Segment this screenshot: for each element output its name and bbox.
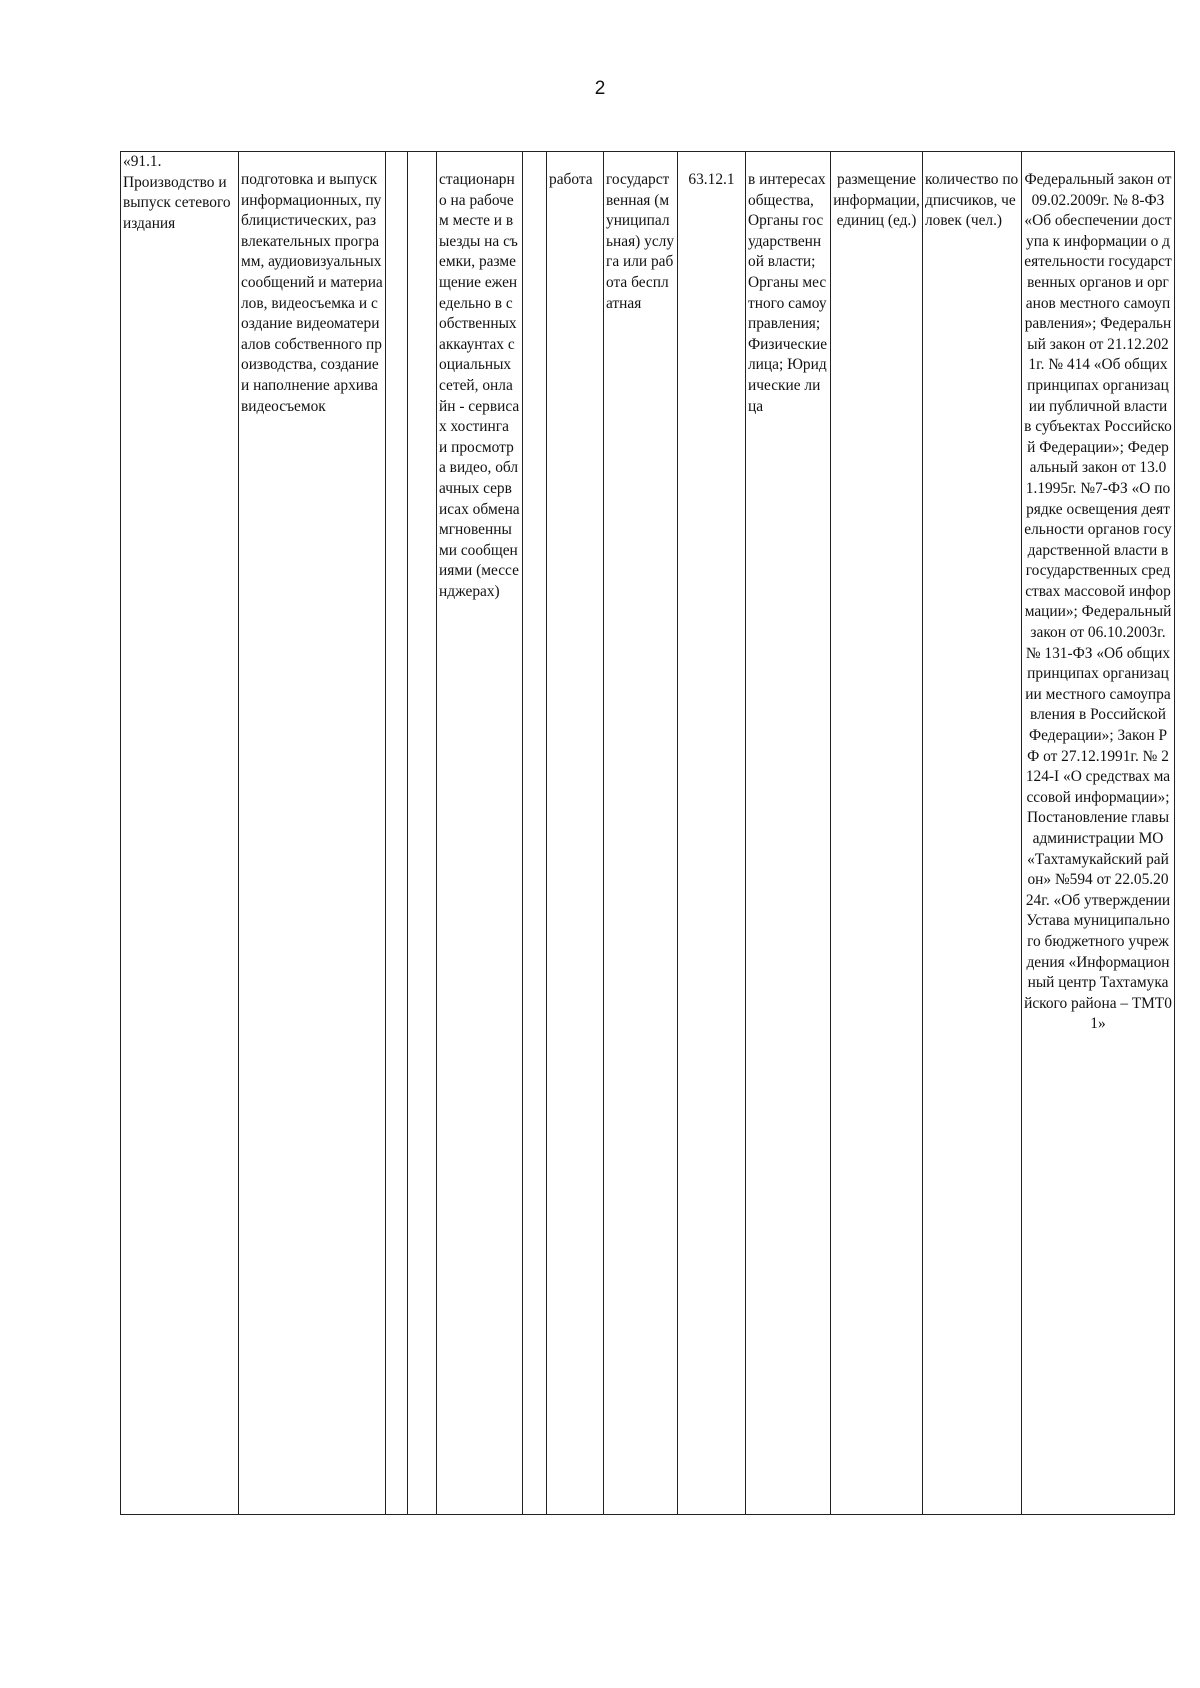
legal-basis-text: Федеральный закон от 09.02.2009г. № 8-ФЗ «Об обеспечении доступа к информации о деятельности государственных органов и органов местного самоуправления»; Федеральный закон от 21.12.2021г. № 414 «Об общих принципах организации публичной власти в субъектах Российской Федерации»; Федеральный закон от 13.01.1995г. №7-ФЗ «О порядке освещения деятельности органов государственной власти в государственных средствах массовой информации»; Федеральный закон от 06.10.2003г. № 131-ФЗ «Об общих принципах организации местного самоуправления в Российской Федерации»; Закон РФ от 27.12.1991г. № 2124-I «О средствах массовой информации»; Постановление главы администрации МО «Тахтамукайский район» №594 от 22.05.2024г. «Об утверждении Устава муниципального бюджетного учреждения «Информационный центр Тахтамукайского района – ТМТ01» xyxy=(1024,171,1172,1033)
table-row xyxy=(121,152,1175,1515)
cell-okved-code xyxy=(678,152,746,1515)
work-conditions-text: стационарно на рабочем месте и выезды на съемки, размещение еженедельно в собственных аккаунтах социальных сетей, онлайн - сервисах хостинга и просмотра видео, облачных сервисах обмена мгновенными сообщениями (мессенджерах) xyxy=(439,171,520,600)
cell-payment-type xyxy=(604,152,678,1515)
payment-type-text: государственная (муниципальная) услуга или работа бесплатная xyxy=(606,171,675,312)
activity-name: Производство и выпуск сетевого издания xyxy=(123,173,231,232)
page-number: 2 xyxy=(594,78,606,99)
registry-table xyxy=(120,151,1175,1515)
cell-volume-indicator xyxy=(831,152,923,1515)
work-content-text: подготовка и выпуск информационных, публицистических, развлекательных программ, аудиовизуальных сообщений и материалов, видеосъемка и создание видеоматериалов собственного производства, создание и наполнение архива видеосъемок xyxy=(241,171,383,415)
activity-code: «91.1. xyxy=(123,153,162,170)
cell-work-type xyxy=(547,152,604,1515)
work-type-text: работа xyxy=(549,171,593,188)
cell-work-content xyxy=(239,152,386,1515)
cell-empty-6 xyxy=(523,152,547,1515)
cell-quality-indicator xyxy=(923,152,1022,1515)
okved-code-text: 63.12.1 xyxy=(688,171,735,188)
cell-empty-4 xyxy=(408,152,437,1515)
consumers-text: в интересах общества, Органы государственной власти; Органы местного самоуправления; Физические лица; Юридические лица xyxy=(748,171,828,415)
cell-work-conditions xyxy=(437,152,523,1515)
cell-consumers xyxy=(746,152,831,1515)
cell-activity-name xyxy=(121,152,239,1515)
cell-empty-3 xyxy=(386,152,408,1515)
cell-legal-basis xyxy=(1022,152,1175,1515)
volume-indicator-text: размещение информации, единиц (ед.) xyxy=(833,171,920,230)
quality-indicator-text: количество подписчиков, человек (чел.) xyxy=(925,171,1019,230)
